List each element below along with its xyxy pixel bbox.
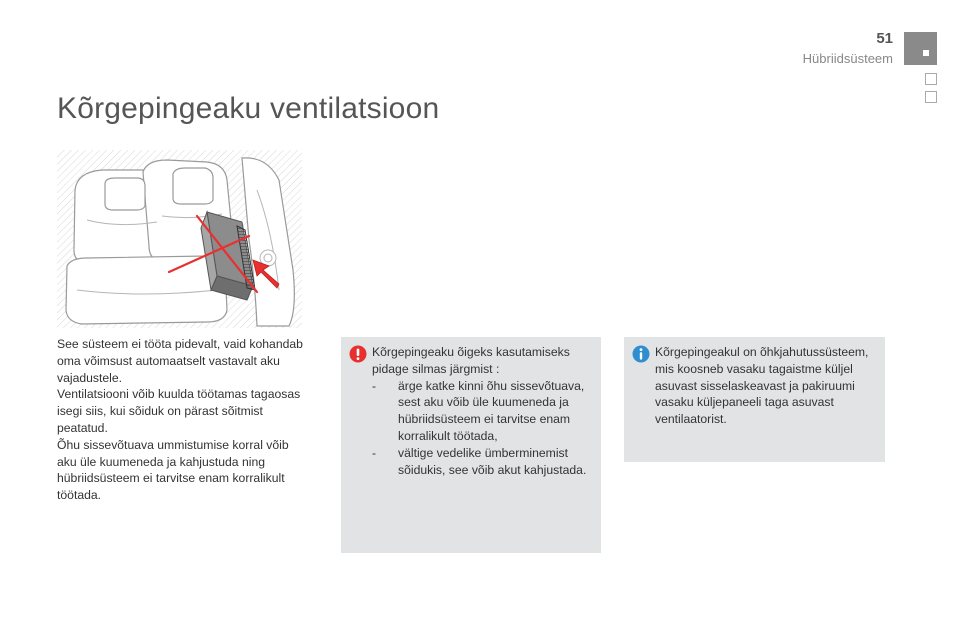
tab-marker xyxy=(923,50,929,56)
chapter-tab[interactable] xyxy=(925,91,937,103)
list-item-text: vältige vedelike ümberminemist sõidukis, see võib akut kahjustada. xyxy=(398,445,587,477)
body-text xyxy=(57,336,307,504)
warning-list xyxy=(372,378,589,479)
chapter-tab[interactable] xyxy=(925,73,937,85)
warning-intro: Kõrgepingeaku õigeks kasutamiseks pidage silmas järgmist : xyxy=(372,345,570,376)
list-item xyxy=(372,378,589,445)
list-dash: - xyxy=(372,445,377,460)
info-icon xyxy=(632,345,650,363)
chapter-tab-active[interactable] xyxy=(904,32,937,65)
list-dash: - xyxy=(372,378,377,393)
rear-seat-vent-illustration xyxy=(57,150,302,328)
paragraph: Ventilatsiooni võib kuulda töötamas tagaosas isegi siis, kui sõiduk on pärast sõitmist peatatud. xyxy=(57,387,301,435)
list-item xyxy=(372,445,589,479)
info-box xyxy=(624,337,885,462)
section-title: Hübriidsüsteem xyxy=(802,51,893,66)
info-text: Kõrgepingeakul on õhkjahutussüsteem, mis koosneb vasaku tagaistme küljel asuvast sisselaskeavast ja pakiruumi vasaku küljepaneeli taga asuvast ventilaatorist. xyxy=(655,345,869,427)
list-item-text: ärge katke kinni õhu sissevõtuava, sest aku võib üle kuumeneda ja hübriidsüsteem ei tarvitse enam korralikult töötada, xyxy=(398,378,585,443)
paragraph: See süsteem ei tööta pidevalt, vaid kohandab oma võimsust automaatselt vastavalt aku vajadustele. xyxy=(57,337,303,385)
paragraph: Õhu sissevõtuava ummistumise korral võib aku üle kuumeneda ja kahjustuda ning hübriidsüsteem ei tarvitse enam korralikult töötada. xyxy=(57,437,289,503)
page-number: 51 xyxy=(876,30,893,47)
exclamation-icon xyxy=(349,345,367,363)
warning-box xyxy=(341,337,601,553)
page-title: Kõrgepingeaku ventilatsioon xyxy=(57,92,440,125)
